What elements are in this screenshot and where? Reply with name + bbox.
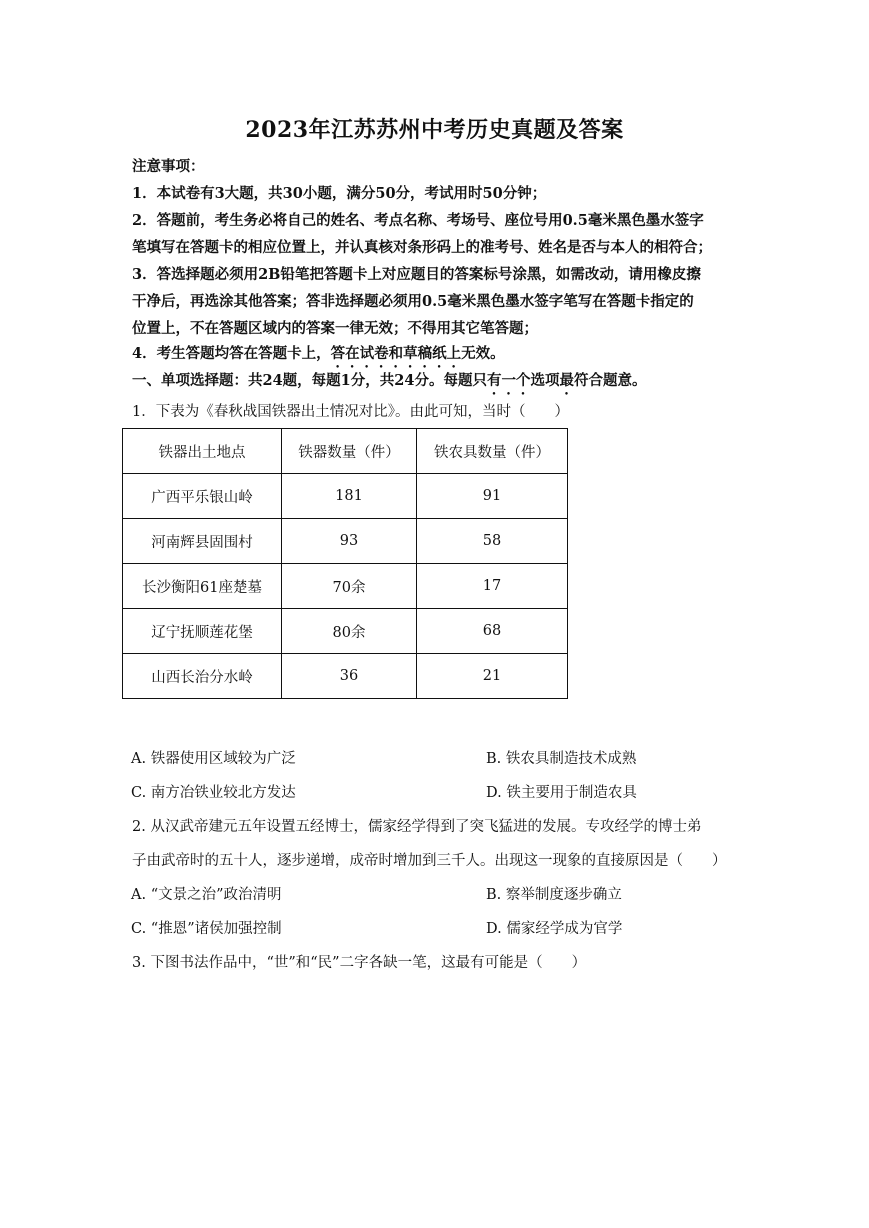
q1-option-b: B. 铁农具制造技术成熟 xyxy=(486,751,637,767)
table-row xyxy=(123,609,568,654)
q2-option-b: B. 察举制度逐步确立 xyxy=(486,887,622,903)
table-cell: 58 xyxy=(417,519,568,564)
table-header-cell: 铁器数量（件） xyxy=(282,429,417,474)
notice-line-7 xyxy=(132,342,752,371)
q1-option-d: D. 铁主要用于制造农具 xyxy=(486,785,637,801)
table-row xyxy=(123,564,568,609)
table-cell: 181 xyxy=(282,474,417,519)
q1-option-c: C. 南方冶铁业较北方发达 xyxy=(131,785,296,801)
section-part-a: 一、单项选择题：共24题，每题1分，共24分。每题只 xyxy=(132,372,487,389)
question-3-stem: 3. 下图书法作品中，“世”和“民”二字各缺一笔，这最有可能是（ ） xyxy=(132,955,587,971)
table-cell: 68 xyxy=(417,609,568,654)
table-cell: 93 xyxy=(282,519,417,564)
table-cell: 36 xyxy=(282,654,417,699)
notice-line-1: 1．本试卷有3大题，共30小题，满分50分，考试用时50分钟； xyxy=(132,185,547,202)
notice-4-part-c: 无效。 xyxy=(461,345,505,362)
q1-option-a: A. 铁器使用区域较为广泛 xyxy=(131,751,296,767)
table-header-cell: 铁农具数量（件） xyxy=(417,429,568,474)
notice-4-part-a: 4．考生答题均答在答题卡上， xyxy=(132,345,331,362)
table-cell: 广西平乐银山岭 xyxy=(123,474,282,519)
iron-artifacts-table xyxy=(122,428,568,699)
table-cell: 91 xyxy=(417,474,568,519)
question-2-stem-line-2: 子由武帝时的五十人，逐步递增，成帝时增加到三千人。出现这一现象的直接原因是（ ） xyxy=(132,853,727,869)
notice-line-6: 位置上，不在答题区域内的答案一律无效；不得用其它笔答题； xyxy=(132,320,538,337)
table-cell: 21 xyxy=(417,654,568,699)
q2-option-c: C. “推恩”诸侯加强控制 xyxy=(131,921,282,937)
section-heading xyxy=(132,369,752,398)
table-row xyxy=(123,519,568,564)
q2-option-d: D. 儒家经学成为官学 xyxy=(486,921,623,937)
table-cell: 80余 xyxy=(282,609,417,654)
section-emphasis-1: 有一个 xyxy=(486,372,531,389)
table-row xyxy=(123,654,568,699)
question-1-stem: 1．下表为《春秋战国铁器出土情况对比》。由此可知，当时（ ） xyxy=(132,404,569,420)
table-header-cell: 铁器出土地点 xyxy=(123,429,282,474)
table-cell: 辽宁抚顺莲花堡 xyxy=(123,609,282,654)
question-2-stem-line-1: 2. 从汉武帝建元五年设置五经博士，儒家经学得到了突飞猛进的发展。专攻经学的博士弟 xyxy=(132,819,702,835)
table-cell: 长沙衡阳61座楚墓 xyxy=(123,564,282,609)
page-title: 2023年江苏苏州中考历史真题及答案 xyxy=(245,117,624,143)
table-row xyxy=(123,474,568,519)
notice-heading: 注意事项： xyxy=(132,158,205,175)
notice-line-5: 干净后，再选涂其他答案；答非选择题必须用0.5毫米黑色墨水签字笔写在答题卡指定的 xyxy=(132,293,694,310)
notice-line-4: 3．答选择题必须用2B铅笔把答题卡上对应题目的答案标号涂黑，如需改动，请用橡皮擦 xyxy=(132,266,701,283)
q2-option-a: A. “文景之治”政治清明 xyxy=(131,887,282,903)
table-cell: 河南辉县固围村 xyxy=(123,519,282,564)
notice-line-2: 2．答题前，考生务必将自己的姓名、考点名称、考场号、座位号用0.5毫米黑色墨水签字 xyxy=(132,212,704,229)
table-header-row xyxy=(123,429,568,474)
notice-line-3: 笔填写在答题卡的相应位置上，并认真核对条形码上的准考号、姓名是否与本人的相符合； xyxy=(132,239,712,256)
table-cell: 山西长治分水岭 xyxy=(123,654,282,699)
table-cell: 17 xyxy=(417,564,568,609)
section-emphasis-2: 最 xyxy=(559,372,574,389)
section-part-c: 选项 xyxy=(530,372,560,389)
table-cell: 70余 xyxy=(282,564,417,609)
section-part-e: 符合题意。 xyxy=(573,372,647,389)
notice-4-emphasis: 答在试卷和草稿纸上 xyxy=(330,345,462,362)
